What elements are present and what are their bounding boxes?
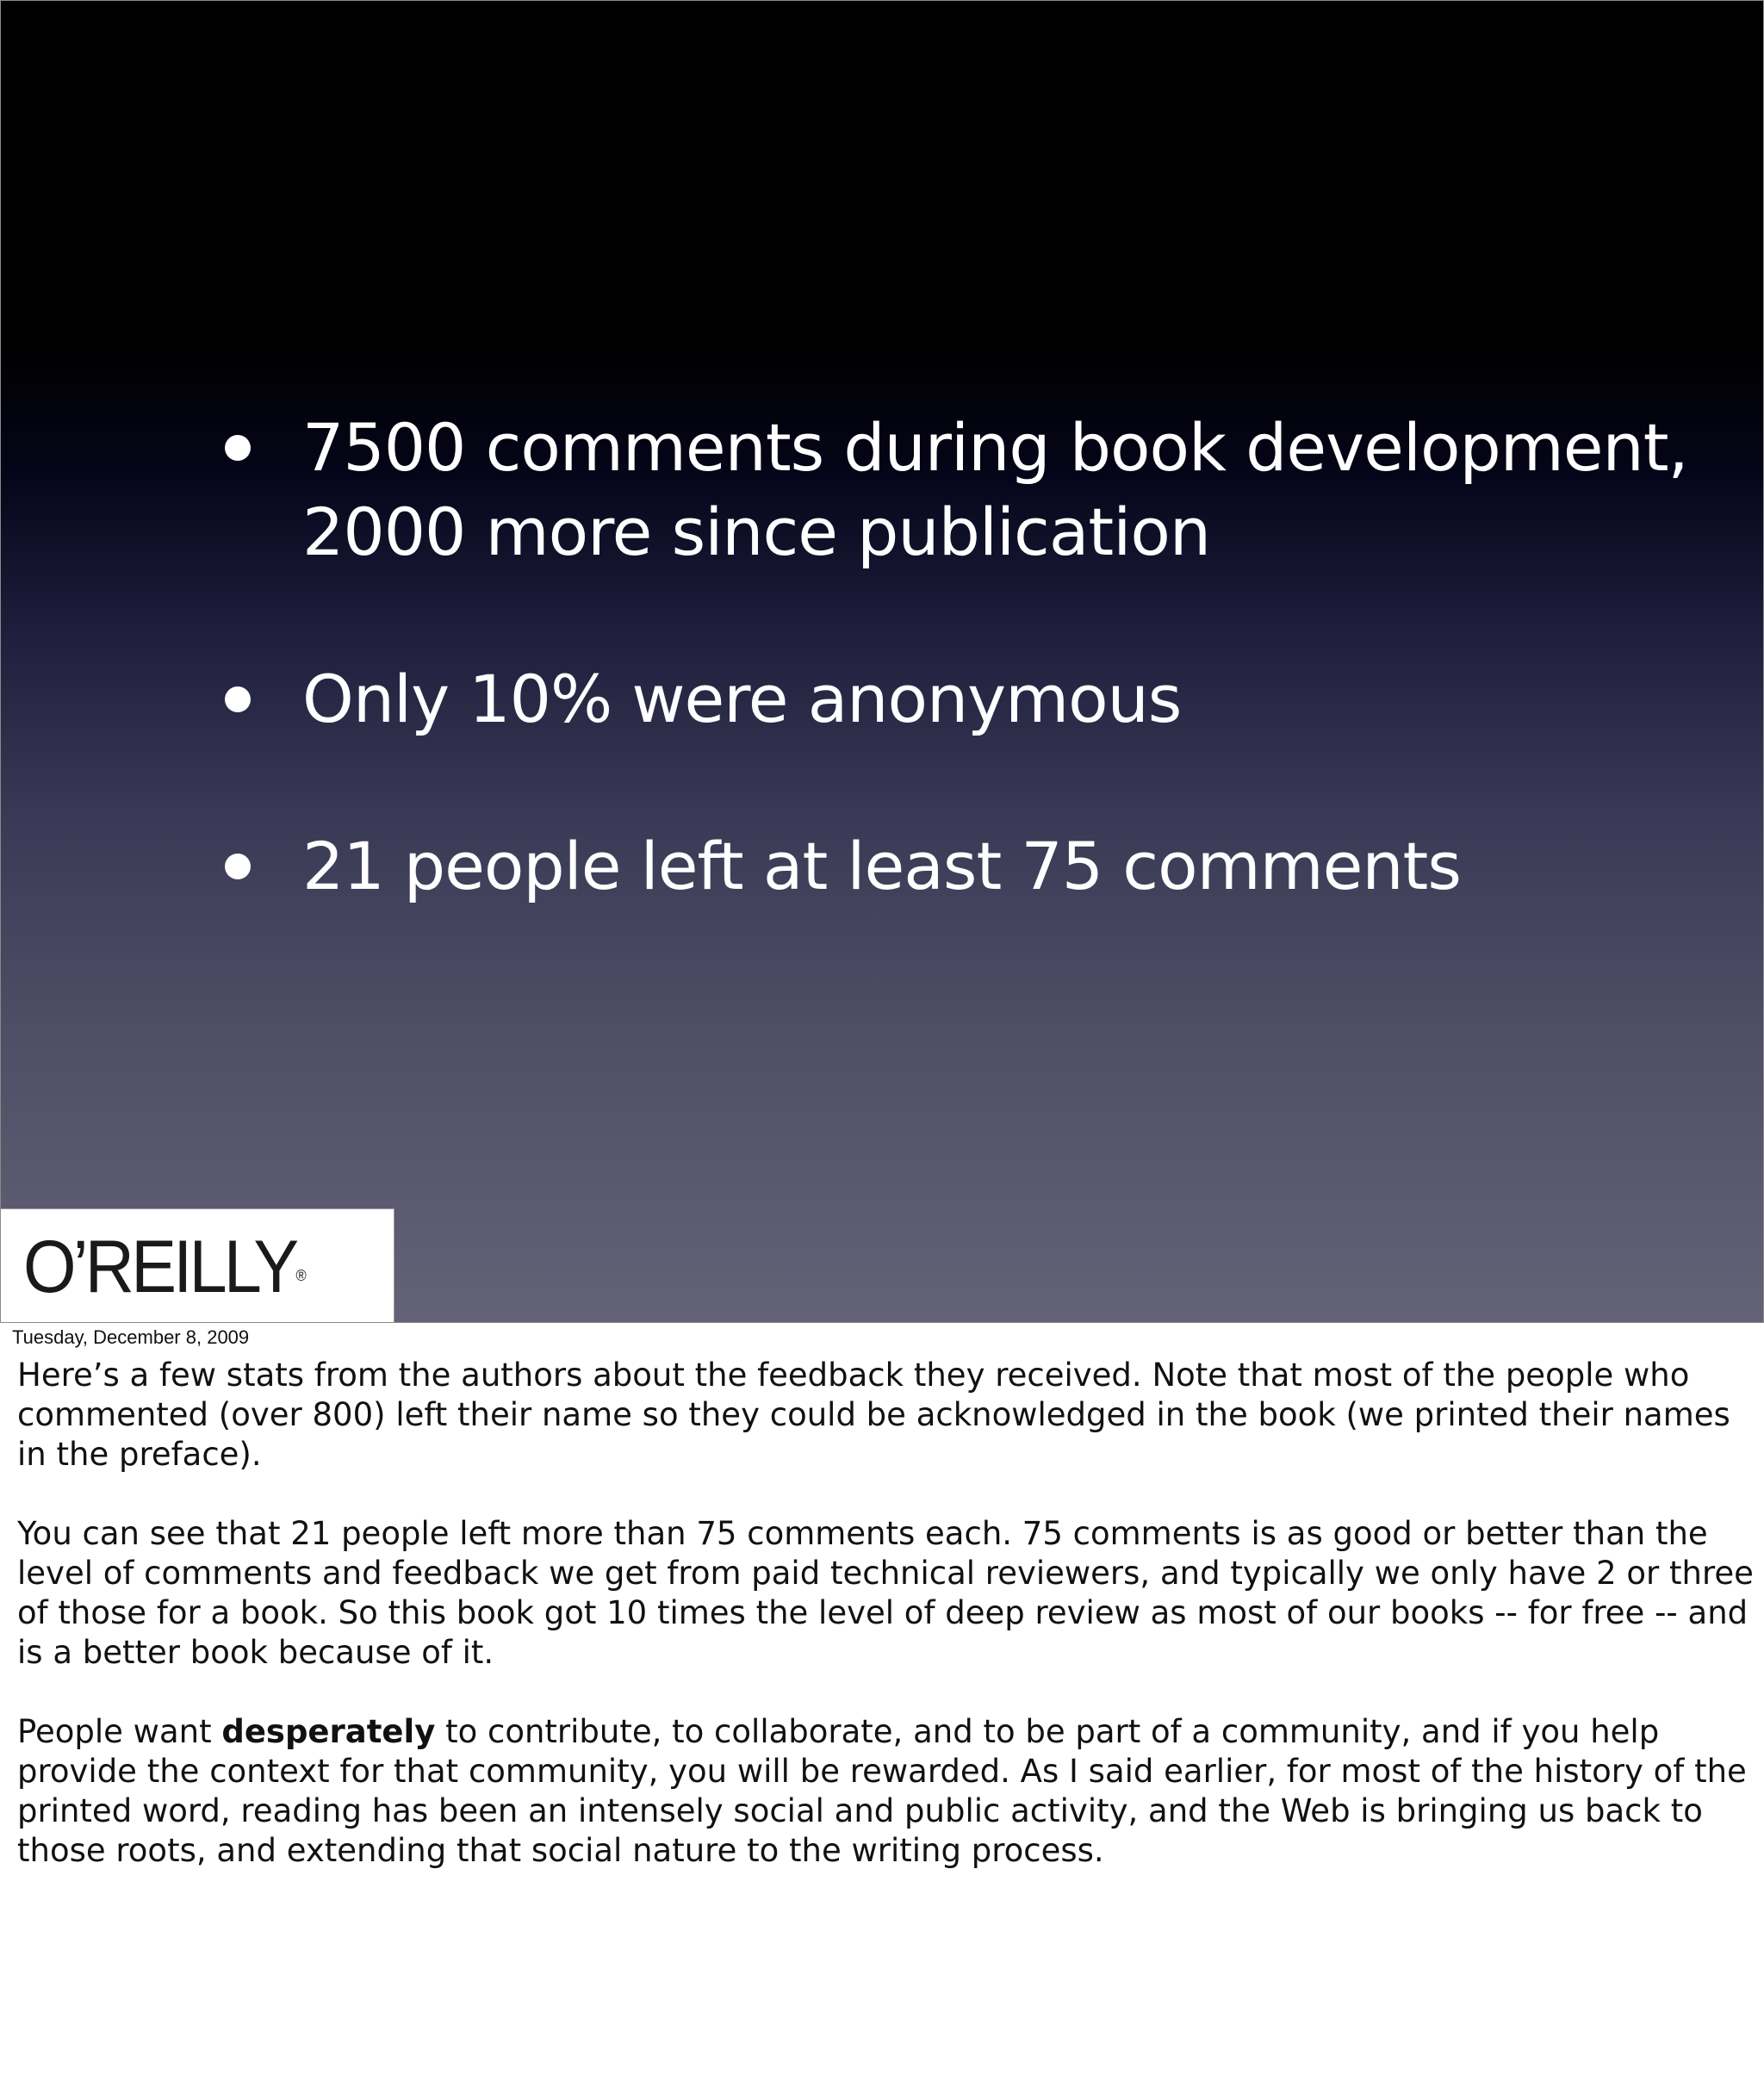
oreilly-logo: [1, 1208, 394, 1323]
logo-text: O’REILLY: [23, 1226, 296, 1308]
notes-paragraph: You can see that 21 people left more than 75 comments each. 75 comments is as good or better than the level of comments and feedback we get from paid technical reviewers, and typically we only have 2 or three of those for a book. So this book got 10 times the level of deep review as most of our books -- for free -- and is a better book because of it.: [17, 1515, 1754, 1671]
bullet-dot-icon: [225, 686, 251, 712]
bullet-text: 21 people left at least 75 comments: [302, 828, 1461, 904]
bullet-list: [225, 406, 1689, 991]
bullet-item: [225, 824, 1689, 909]
slide-date: Tuesday, December 8, 2009: [12, 1326, 250, 1348]
bullet-dot-icon: [225, 435, 251, 461]
logo-wordmark: [23, 1228, 307, 1306]
bullet-text: 7500 comments during book development, 2000 more since publication: [302, 409, 1688, 570]
bullet-text: Only 10% were anonymous: [302, 661, 1182, 737]
notes-paragraph: [17, 1712, 1755, 1871]
notes-emphasis: desperately: [221, 1713, 436, 1750]
bullet-item: [225, 657, 1689, 742]
notes-text: People want: [17, 1713, 222, 1750]
registered-mark: ®: [295, 1267, 307, 1284]
notes-paragraph: Here’s a few stats from the authors about the feedback they received. Note that most of the people who commented (over 800) left their name so they could be acknowledged in the book (we printed their names in the preface).: [17, 1357, 1730, 1473]
bullet-dot-icon: [225, 854, 251, 879]
speaker-notes: [17, 1356, 1755, 1910]
bullet-item: [225, 406, 1689, 574]
notes-text: to contribute, to collaborate, and to be part of a community, and if you help provide the context for that community, you will be rewarded. As I said earlier, for most of the history of the printed word, reading has been an intensely social and public activity, and the Web is bringing us back to those roots, and extending that social nature to the writing process.: [17, 1713, 1747, 1869]
